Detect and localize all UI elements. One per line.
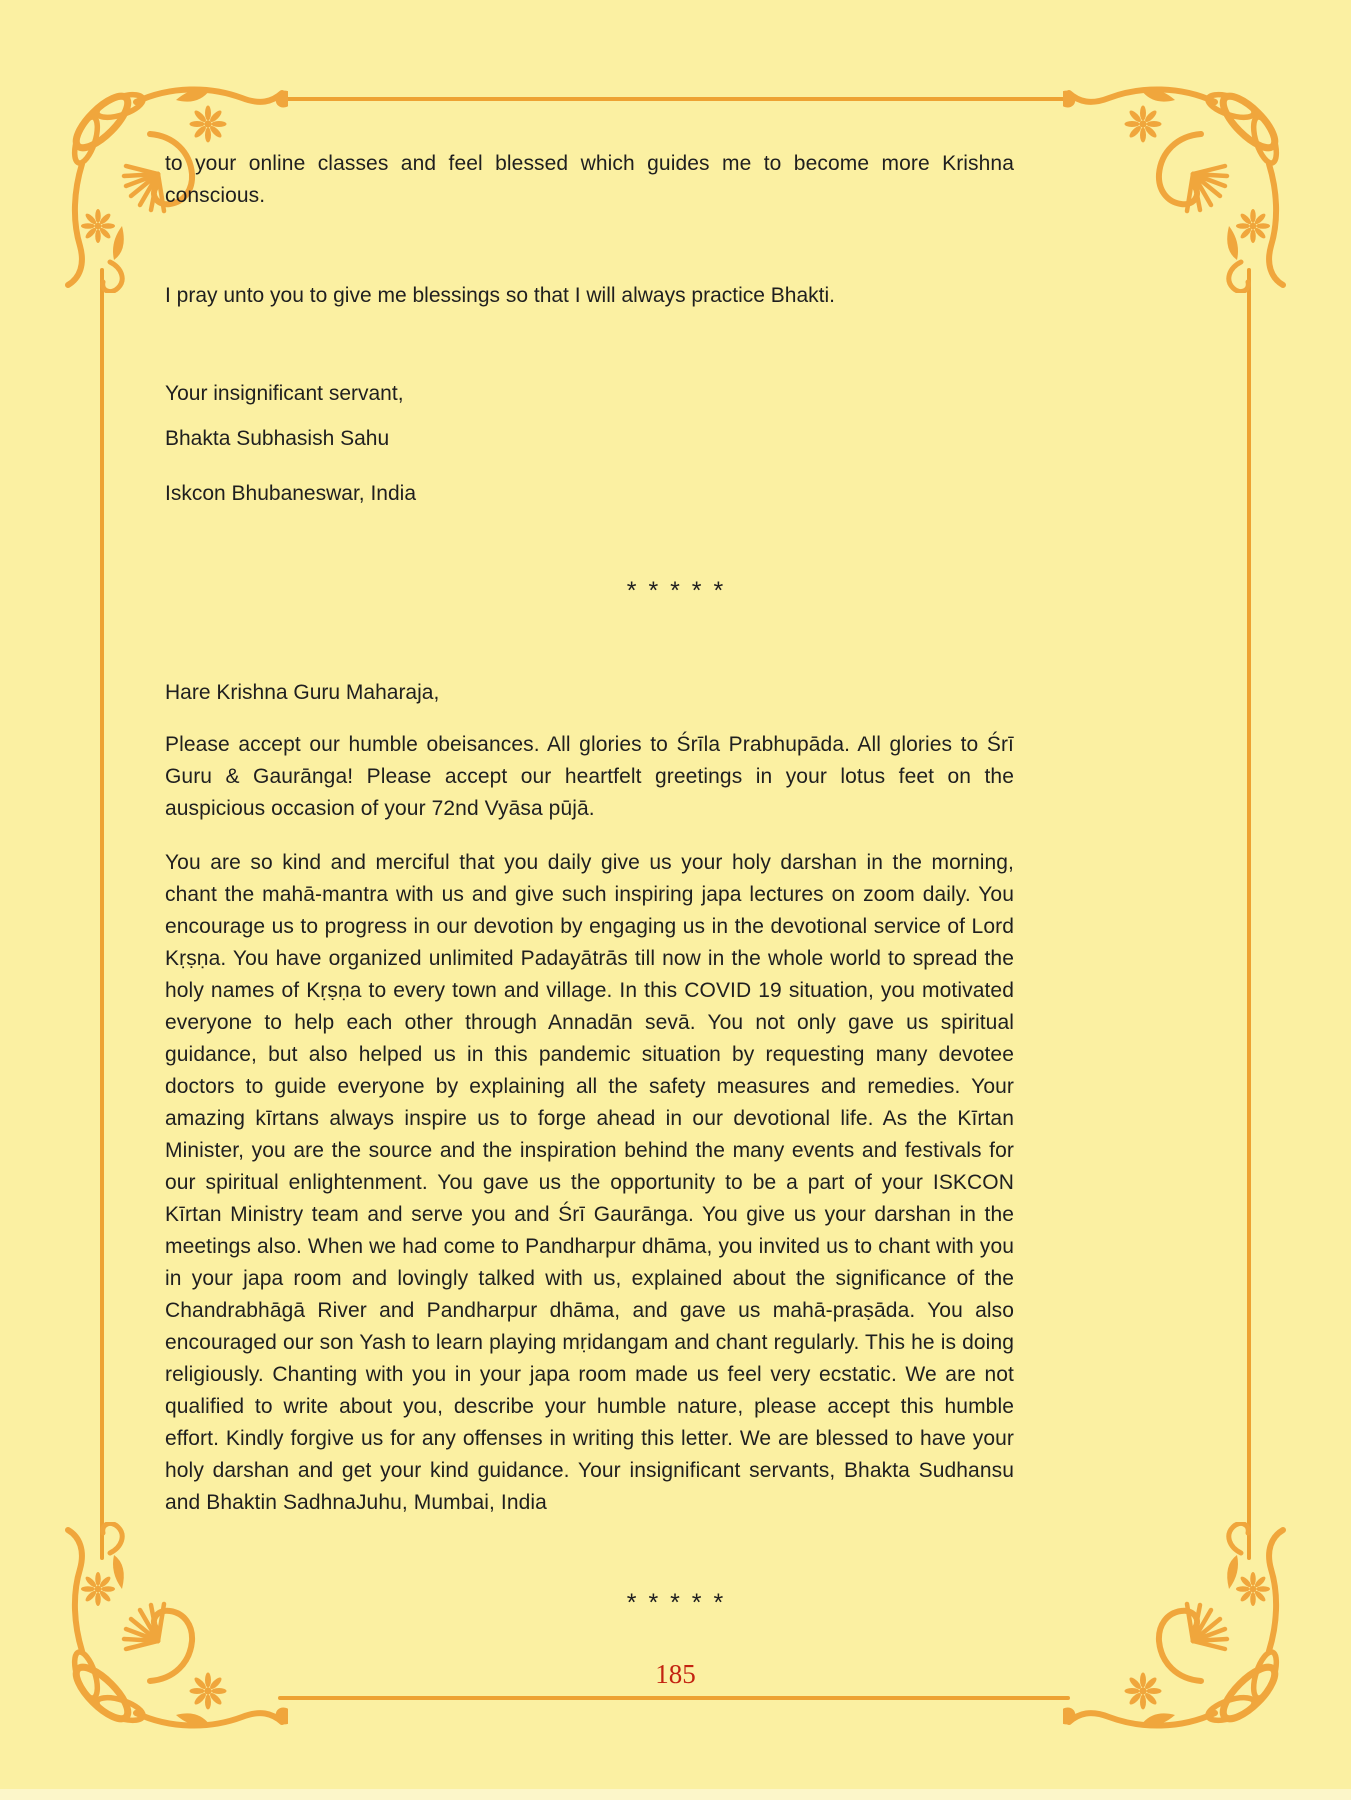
asterisk-separator-1: * * * * *: [626, 577, 725, 605]
letter2-paragraph-1: Please accept our humble obeisances. All glories to Śrīla Prabhupāda. All glories to Śrī Guru & Gaurānga! Please accept our heartfelt greetings in your lotus feet on the auspicious occasion of your 72nd Vyāsa pūjā.: [165, 733, 1014, 820]
letter1-signature-line-2: Bhakta Subhasish Sahu: [165, 427, 390, 450]
floral-corner-top-right-icon: [1063, 78, 1293, 293]
letter1-paragraph-1: to your online classes and feel blessed which guides me to become more Krishna conscious.: [165, 152, 1014, 207]
scan-edge-strip: [0, 1789, 1351, 1800]
border-bottom-rule: [278, 1696, 1070, 1700]
letter2-salutation: Hare Krishna Guru Maharaja,: [165, 681, 440, 704]
letter1-signature-line-3: Iskcon Bhubaneswar, India: [165, 482, 416, 505]
asterisk-separator-2: * * * * *: [626, 1589, 725, 1617]
letter1-signature-line-1: Your insignificant servant,: [165, 382, 404, 405]
border-right-rule: [1247, 268, 1251, 1560]
border-top-rule: [278, 97, 1070, 101]
border-left-rule: [100, 268, 104, 1560]
letter1-paragraph-2: I pray unto you to give me blessings so that I will always practice Bhakti.: [165, 284, 835, 307]
page-number: 185: [655, 1659, 696, 1689]
letter2-paragraph-2: You are so kind and merciful that you daily give us your holy darshan in the morning, chant the mahā-mantra with us and give such inspiring japa lectures on zoom daily. You encourage us to progress in our devotion by engaging us in the devotional service of Lord Kṛṣṇa. You have organized unlimited Padayātrās till now in the whole world to spread the holy names of Kṛṣṇa to every town and village. In this COVID 19 situation, you motivated everyone to help each other through Annadān sevā. You not only gave us spiritual guidance, but also helped us in this pandemic situation by requesting many devotee doctors to guide everyone by explaining all the safety measures and remedies. Your amazing kīrtans always inspire us to forge ahead in our devotional life. As the Kīrtan Minister, you are the source and the inspiration behind the many events and festivals for our spiritual enlightenment. You gave us the opportunity to be a part of your ISKCON Kīrtan Ministry team and serve you and Śrī Gaurānga. You give us your darshan in the meetings also. When we had come to Pandharpur dhāma, you invited us to chant with you in your japa room and lovingly talked with us, explained about the significance of the Chandrabhāgā River and Pandharpur dhāma, and gave us mahā-praṣāda. You also encouraged our son Yash to learn playing mṛidangam and chant regularly. This he is doing religiously. Chanting with you in your japa room made us feel very ecstatic. We are not qualified to write about you, describe your humble nature, please accept this humble effort. Kindly forgive us for any offenses in writing this letter. We are blessed to have your holy darshan and get your kind guidance. Your insignificant servants, Bhakta Sudhansu and Bhaktin SadhnaJuhu, Mumbai, India: [165, 851, 1014, 1514]
floral-corner-bottom-right-icon: [1063, 1522, 1293, 1737]
floral-corner-bottom-left-icon: [58, 1522, 288, 1737]
